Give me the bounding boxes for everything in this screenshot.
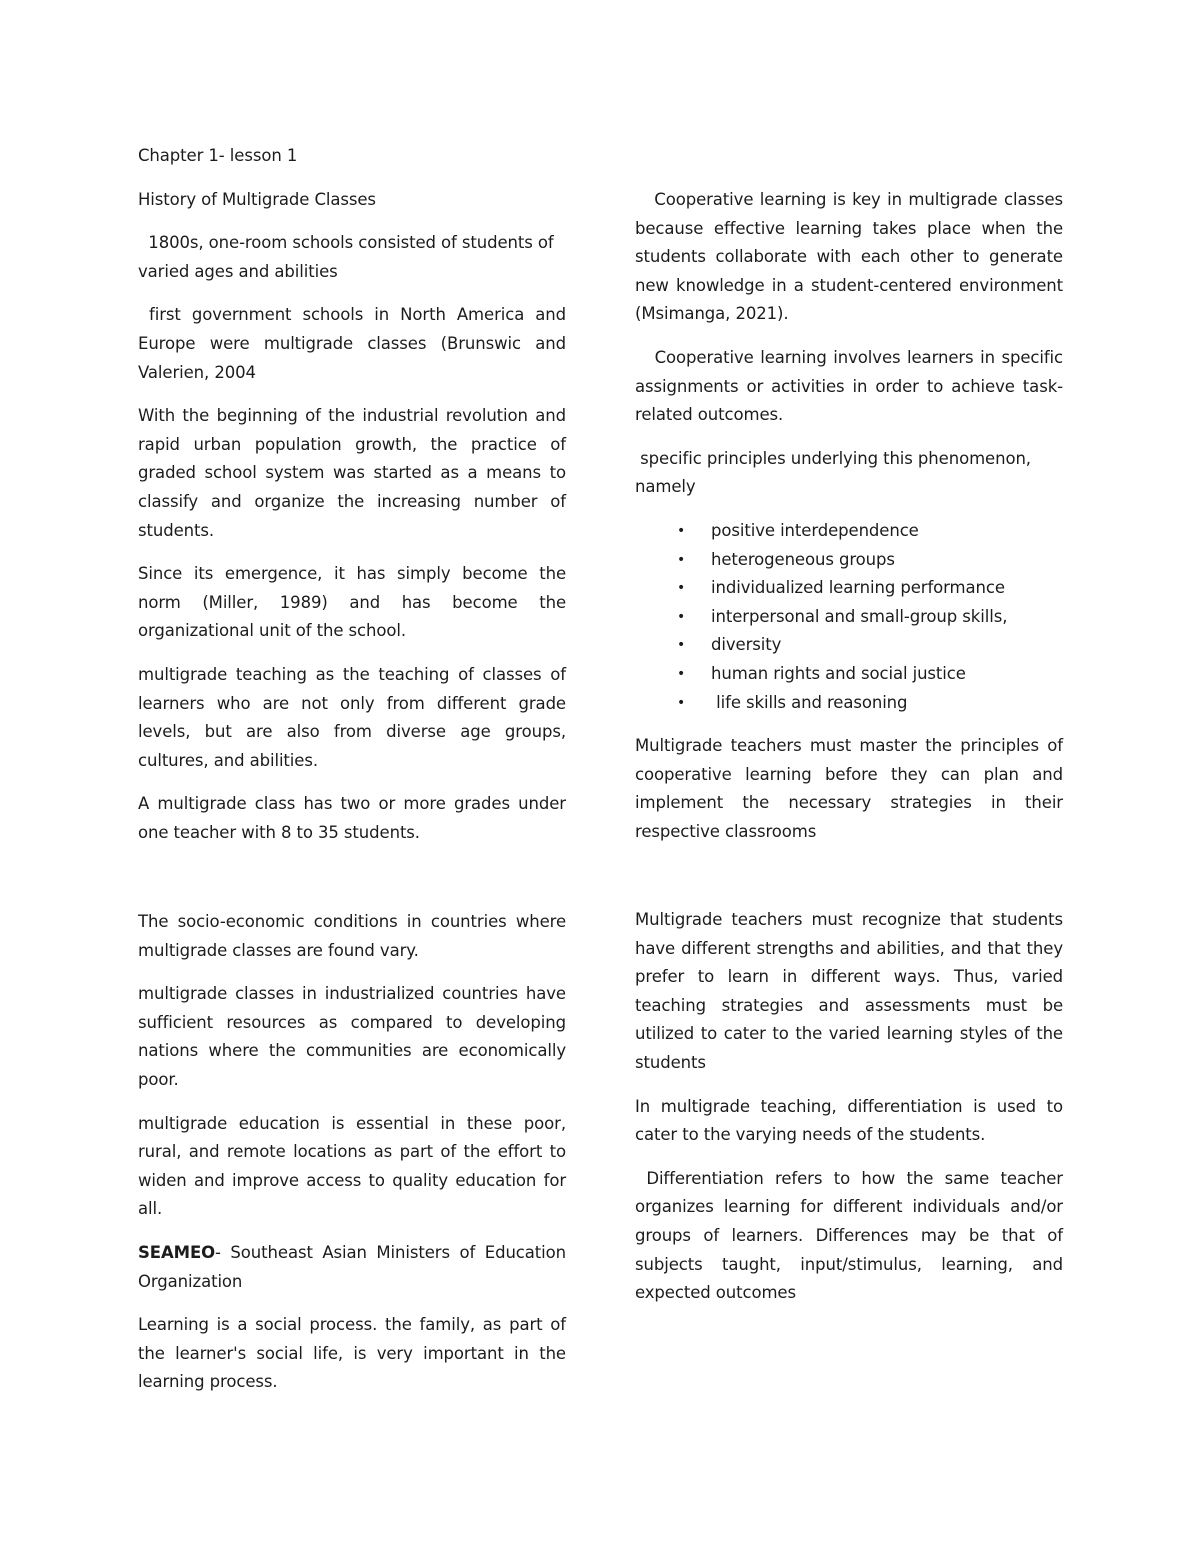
paragraph-teachers-master-principles: Multigrade teachers must master the principles of cooperative learning before they can plan and implement the necessary strategies in their respective classrooms bbox=[635, 736, 1063, 841]
paragraph-emergence: Since its emergence, it has simply become the norm (Miller, 1989) and has become the organizational unit of the school. bbox=[138, 564, 566, 641]
paragraph-cooperative-learning-involves: Cooperative learning involves learners in specific assignments or activities in order to achieve task-related outcomes. bbox=[635, 347, 1069, 425]
bullet-icon: • bbox=[677, 665, 686, 682]
list-item bbox=[635, 689, 1063, 718]
list-item-text: diversity bbox=[711, 635, 782, 655]
seameo-term: SEAMEO bbox=[138, 1242, 216, 1262]
paragraph-socio-economic: The socio-economic conditions in countries where multigrade classes are found vary. bbox=[138, 912, 566, 960]
list-item bbox=[635, 603, 1063, 632]
paragraph-industrialized-countries: multigrade classes in industrialized countries have sufficient resources as compared to developing nations where the communities are economically poor. bbox=[138, 984, 566, 1089]
paragraph-principles-intro: specific principles underlying this phenomenon, namely bbox=[635, 448, 1037, 497]
paragraph-social-process: Learning is a social process. the family, as part of the learner's social life, is very important in the learning process. bbox=[138, 1315, 566, 1392]
chapter-heading: Chapter 1- lesson 1 bbox=[138, 146, 298, 165]
list-item-text: heterogeneous groups bbox=[711, 549, 895, 569]
list-item bbox=[635, 517, 1063, 546]
list-item-text: individualized learning performance bbox=[711, 578, 1005, 598]
paragraph-seameo bbox=[138, 1239, 566, 1296]
paragraph-recognize-strengths: Multigrade teachers must recognize that students have different strengths and abilities, and that they prefer to learn in different ways. Thus, varied teaching strategies and assessments must be utilized to cater to the varied learning styles of the students bbox=[635, 910, 1063, 1072]
bullet-icon: • bbox=[677, 608, 686, 625]
principles-list bbox=[635, 517, 1063, 717]
section-title: History of Multigrade Classes bbox=[138, 189, 376, 209]
paragraph-1800s: 1800s, one-room schools consisted of students of varied ages and abilities bbox=[138, 233, 559, 281]
list-item-text: life skills and reasoning bbox=[711, 692, 908, 712]
left-bottom-column bbox=[138, 908, 566, 1412]
list-item bbox=[635, 631, 1063, 660]
bullet-icon: • bbox=[677, 580, 686, 597]
list-item bbox=[635, 660, 1063, 689]
paragraph-multigrade-class-size: A multigrade class has two or more grades under one teacher with 8 to 35 students. bbox=[138, 794, 566, 842]
bullet-icon: • bbox=[677, 637, 686, 654]
left-top-column bbox=[138, 142, 572, 862]
right-bottom-column bbox=[635, 906, 1069, 1323]
paragraph-first-government-schools: first government schools in North America and Europe were multigrade classes (Brunswic and Valerien, 2004 bbox=[138, 305, 572, 382]
seameo-definition: - Southeast Asian Ministers of Education Organization bbox=[138, 1242, 566, 1291]
list-item bbox=[635, 546, 1063, 575]
bullet-icon: • bbox=[677, 551, 686, 568]
bullet-icon: • bbox=[677, 694, 686, 711]
list-item-text: human rights and social justice bbox=[711, 663, 966, 683]
list-item bbox=[635, 574, 1063, 603]
paragraph-cooperative-learning-key: Cooperative learning is key in multigrade classes because effective learning takes place when the students collaborate with each other to generate new knowledge in a student-centered environment (Msimanga, 2021). bbox=[635, 190, 1069, 324]
list-item-text: positive interdependence bbox=[711, 520, 919, 540]
paragraph-differentiation-used: In multigrade teaching, differentiation is used to cater to the varying needs of the students. bbox=[635, 1096, 1063, 1145]
right-top-column bbox=[635, 186, 1069, 861]
bullet-icon: • bbox=[677, 522, 686, 539]
list-item-text: interpersonal and small-group skills, bbox=[711, 606, 1008, 626]
paragraph-multigrade-teaching-definition: multigrade teaching as the teaching of classes of learners who are not only from different grade levels, but are also from diverse age groups, cultures, and abilities. bbox=[138, 664, 566, 770]
paragraph-differentiation-refers: Differentiation refers to how the same teacher organizes learning for different individuals and/or groups of learners. Differences may be that of subjects taught, input/stimulus, learning, and expected outcomes bbox=[635, 1168, 1069, 1303]
paragraph-industrial-revolution: With the beginning of the industrial revolution and rapid urban population growth, the practice of graded school system was started as a means to classify and organize the increasing number of students. bbox=[138, 406, 566, 540]
paragraph-essential-education: multigrade education is essential in these poor, rural, and remote locations as part of the effort to widen and improve access to quality education for all. bbox=[138, 1113, 566, 1219]
